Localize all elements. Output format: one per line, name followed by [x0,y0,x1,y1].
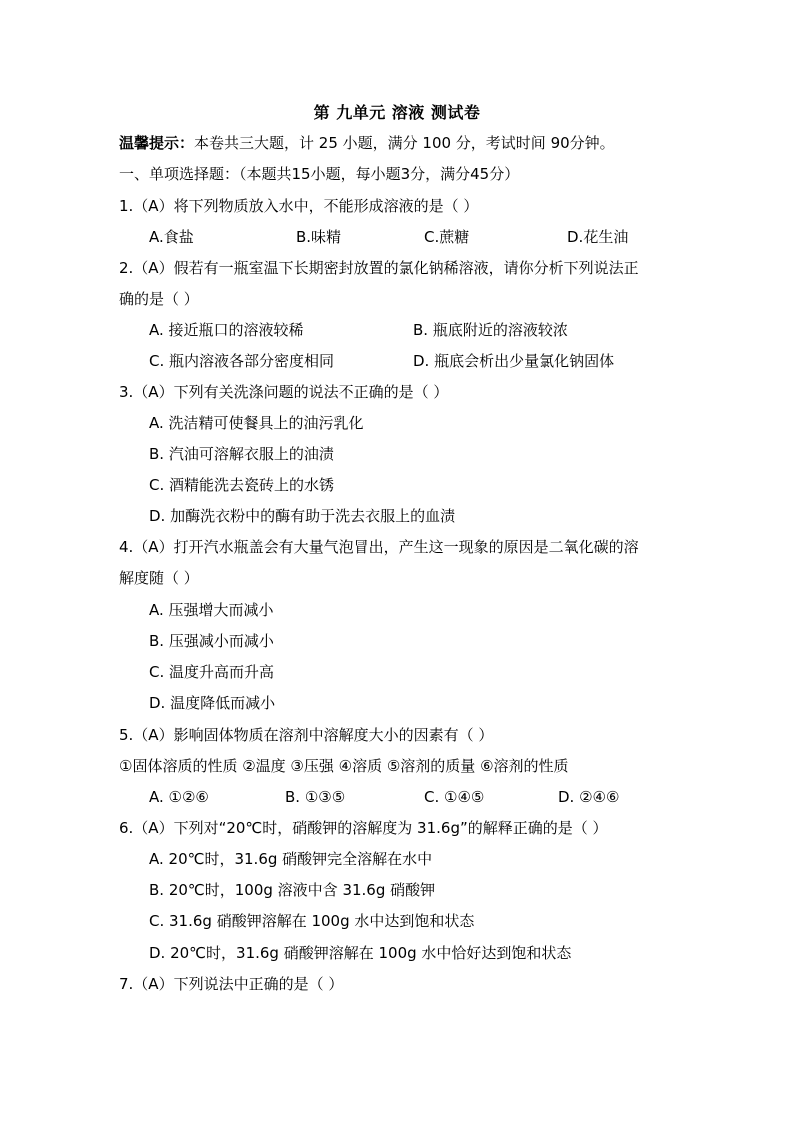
q1-option-b: B.味精 [296,228,342,246]
q5-option-c: C. ①④⑤ [424,788,485,806]
q3-option-d: D. 加酶洗衣粉中的酶有助于洗去衣服上的血渍 [149,507,456,525]
question-5-options [0,787,794,807]
q4-option-d: D. 温度降低而减小 [149,694,276,712]
q5-option-d: D. ②④⑥ [558,788,620,806]
question-1-stem: 1.（A）将下列物质放入水中，不能形成溶液的是（ ） [119,197,479,215]
question-4-stem-line1: 4.（A）打开汽水瓶盖会有大量气泡冒出，产生这一现象的原因是二氧化碳的溶 [119,538,639,556]
q3-option-c: C. 酒精能洗去瓷砖上的水锈 [149,476,335,494]
q3-option-b: B. 汽油可溶解衣服上的油渍 [149,445,334,463]
q4-option-a: A. 压强增大而减小 [149,601,274,619]
q4-option-b: B. 压强减小而减小 [149,632,274,650]
question-2-options-row1 [0,320,794,340]
q6-option-a: A. 20℃时，31.6g 硝酸钾完全溶解在水中 [149,850,433,868]
q6-option-d: D. 20℃时，31.6g 硝酸钾溶解在 100g 水中恰好达到饱和状态 [149,944,572,962]
q6-option-b: B. 20℃时，100g 溶液中含 31.6g 硝酸钾 [149,881,436,899]
section-heading: 一、单项选择题：（本题共15小题，每小题3分，满分45分） [119,165,520,183]
q2-option-d: D. 瓶底会析出少量氯化钠固体 [413,352,615,370]
question-4-stem-line2: 解度随（ ） [119,569,199,587]
question-5-factors: ①固体溶质的性质 ②温度 ③压强 ④溶质 ⑤溶剂的质量 ⑥溶剂的性质 [119,757,569,775]
question-2-stem-line1: 2.（A）假若有一瓶室温下长期密封放置的氯化钠稀溶液，请你分析下列说法正 [119,259,639,277]
q1-option-a: A.食盐 [149,228,194,246]
q5-option-a: A. ①②⑥ [149,788,209,806]
q4-option-c: C. 温度升高而升高 [149,663,275,681]
question-2-stem-line2: 确的是（ ） [119,290,199,308]
page-title: 第 九单元 溶液 测试卷 [313,103,481,122]
q2-option-a: A. 接近瓶口的溶液较稀 [149,321,304,339]
question-2-options-row2 [0,351,794,371]
q5-option-b: B. ①③⑤ [285,788,346,806]
q3-option-a: A. 洗洁精可使餐具上的油污乳化 [149,414,364,432]
q1-option-d: D.花生油 [567,228,629,246]
q1-option-c: C.蔗糖 [424,228,470,246]
q2-option-b: B. 瓶底附近的溶液较浓 [413,321,568,339]
tip-line [119,133,615,153]
question-3-stem: 3.（A）下列有关洗涤问题的说法不正确的是（ ） [119,383,449,401]
q2-option-c: C. 瓶内溶液各部分密度相同 [149,352,335,370]
tip-text: 本卷共三大题，计 25 小题，满分 100 分，考试时间 90分钟。 [194,134,615,152]
question-1-options [0,227,794,247]
question-6-stem: 6.（A）下列对“20℃时，硝酸钾的溶解度为 31.6g”的解释正确的是（ ） [119,819,608,837]
q6-option-c: C. 31.6g 硝酸钾溶解在 100g 水中达到饱和状态 [149,912,475,930]
tip-label: 温馨提示： [119,134,195,152]
question-5-stem: 5.（A）影响固体物质在溶剂中溶解度大小的因素有（ ） [119,726,494,744]
question-7-stem: 7.（A）下列说法中正确的是（ ） [119,975,344,993]
